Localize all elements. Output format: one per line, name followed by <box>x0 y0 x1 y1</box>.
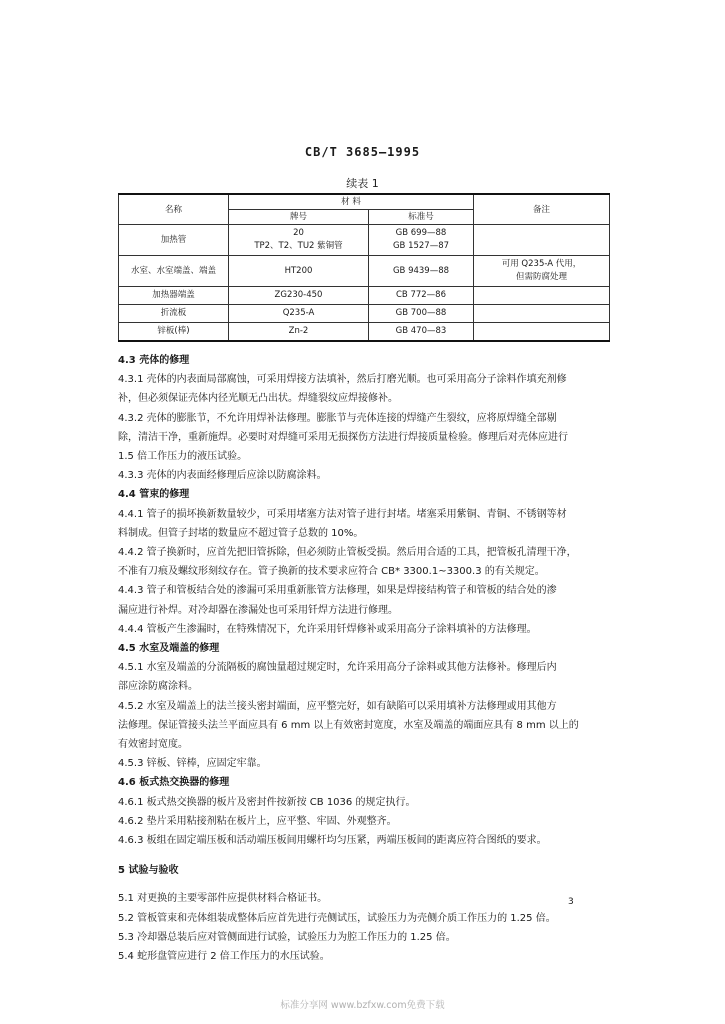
paragraph-line: 不准有刀痕及螺纹形刻纹存在。管子换新的技术要求应符合 CB* 3300.1~3300.3 的有关规定。 <box>118 566 545 578</box>
paragraph-line: 除，清洁干净，重新施焊。必要时对焊缝可采用无损探伤方法进行焊接质量检验。修理后对壳体应进行 <box>118 431 568 443</box>
cell-grade-line: HT200 <box>284 265 313 276</box>
paragraph-line: 4.6.1 板式热交换器的板片及密封件按新按 CB 1036 的规定执行。 <box>118 796 416 808</box>
cell-grade-line: Q235-A <box>282 308 315 318</box>
cell-standard <box>369 305 474 323</box>
cell-standard-line: GB 700—88 <box>395 308 447 318</box>
watermark-text: 标准分享网 www.bzfxw.com免费下载 <box>280 1000 445 1011</box>
table-row <box>119 225 610 256</box>
paragraph-line: 4.5.3 锌板、锌棒，应固定牢靠。 <box>118 758 267 770</box>
cell-name: 水室、水室端盖、端盖 <box>119 256 229 287</box>
cell-standard <box>369 287 474 305</box>
paragraph-line: 5.4 蛇形盘管应进行 2 倍工作压力的水压试验。 <box>118 951 330 963</box>
cell-remark-line: 可用 Q235-A 代用， <box>501 259 582 269</box>
standard-code-header: CB/T 3685—1995 <box>304 145 421 159</box>
cell-grade-line: TP2、T2、TU2 紫铜管 <box>254 241 343 251</box>
paragraph-line: 5.1 对更换的主要零部件应提供材料合格证书。 <box>118 893 328 905</box>
paragraph-line: 漏应进行补焊。对冷却器在渗漏处也可采用钎焊方法进行修理。 <box>118 604 398 616</box>
cell-grade <box>229 287 369 305</box>
paragraph-line: 4.4.3 管子和管板结合处的渗漏可采用重新胀管方法修理，如果是焊接结构管子和管板的结合处的渗 <box>118 585 557 597</box>
cell-standard-line: GB 470—83 <box>395 326 447 336</box>
cell-grade-line: Zn-2 <box>288 326 309 336</box>
paragraph-line: 法修理。保证管接头法兰平面应具有 6 mm 以上有效密封宽度，水室及端盖的端面应具有 8 mm 以上的 <box>118 719 579 731</box>
cell-name: 折流板 <box>119 305 229 323</box>
paragraph-line: 1.5 倍工作压力的液压试验。 <box>118 451 248 463</box>
table-row <box>119 323 610 342</box>
header-standard: 标准号 <box>369 210 474 225</box>
header-remark: 备注 <box>474 194 610 225</box>
paragraph-line: 补，但必须保证壳体内径光顺无凸出状。焊缝裂纹应焊接修补。 <box>118 393 398 405</box>
cell-remark <box>474 256 610 287</box>
paragraph-line: 5.2 管板管束和壳体组装成整体后应首先进行壳侧试压，试验压力为壳侧介质工作压力的 1.25 倍。 <box>118 912 556 924</box>
cell-remark <box>474 305 610 323</box>
paragraph-line: 有效密封宽度。 <box>118 739 188 751</box>
cell-grade <box>229 305 369 323</box>
table-caption: 续表 1 <box>346 177 379 190</box>
cell-name: 锌板(棒) <box>119 323 229 342</box>
cell-standard-line: GB 1527—87 <box>392 241 450 251</box>
cell-grade-line: ZG230-450 <box>274 290 323 300</box>
page-number: 3 <box>568 897 574 907</box>
table-row <box>119 287 610 305</box>
header-grade: 牌号 <box>229 210 369 225</box>
body-text <box>118 351 612 966</box>
materials-table <box>118 193 610 342</box>
cell-grade <box>229 323 369 342</box>
section-heading: 4.3 壳体的修理 <box>118 355 190 366</box>
cell-remark <box>474 225 610 256</box>
cell-standard <box>369 225 474 256</box>
paragraph-line: 4.3.3 壳体的内表面经修理后应涂以防腐涂料。 <box>118 470 327 482</box>
cell-grade-line: 20 <box>293 228 304 238</box>
cell-remark <box>474 323 610 342</box>
cell-grade <box>229 256 369 287</box>
paragraph-line: 4.4.4 管板产生渗漏时，在特殊情况下，允许采用钎焊修补或采用高分子涂料填补的方法修理。 <box>118 623 537 635</box>
paragraph-line: 4.3.1 壳体的内表面局部腐蚀，可采用焊接方法填补，然后打磨光顺。也可采用高分子涂料作填充剂修 <box>118 374 567 386</box>
paragraph-line: 4.5.1 水室及端盖的分流隔板的腐蚀量超过规定时，允许采用高分子涂料或其他方法修补。修理后内 <box>118 662 557 674</box>
paragraph-line: 4.6.2 垫片采用粘接剂粘在板片上，应平整、牢固、外观整齐。 <box>118 815 397 827</box>
cell-standard-line: GB 699—88 <box>395 228 447 238</box>
section-heading: 4.4 管束的修理 <box>118 489 190 501</box>
cell-grade <box>229 225 369 256</box>
section-heading: 5 试验与验收 <box>118 865 179 877</box>
cell-remark <box>474 287 610 305</box>
section-heading: 4.6 板式热交换器的修理 <box>118 777 230 789</box>
header-material: 材 料 <box>229 194 474 210</box>
paragraph-line: 4.4.2 管子换新时，应首先把旧管拆除，但必须防止管板受损。然后用合适的工具，把管板孔清理干净， <box>118 547 577 559</box>
paragraph-line: 5.3 冷却器总装后应对管侧面进行试验，试验压力为腔工作压力的 1.25 倍。 <box>118 931 456 943</box>
section-heading: 4.5 水室及端盖的修理 <box>118 643 220 655</box>
cell-name: 加热器端盖 <box>119 287 229 305</box>
cell-standard-line: CB 772—86 <box>395 290 446 300</box>
cell-standard <box>369 323 474 342</box>
cell-name: 加热管 <box>119 225 229 256</box>
table-row <box>119 305 610 323</box>
table-row <box>119 256 610 287</box>
paragraph-line: 4.5.2 水室及端盖上的法兰接头密封端面，应平整完好，如有缺陷可以采用填补方法修理或用其他方 <box>118 700 557 712</box>
cell-remark-line: 但需防腐处理 <box>515 272 567 282</box>
paragraph-line: 4.6.3 板组在固定端压板和活动端压板间用螺杆均匀压紧，两端压板间的距离应符合图纸的要求。 <box>118 835 547 847</box>
cell-standard-line: GB 9439—88 <box>392 265 450 276</box>
cell-standard <box>369 256 474 287</box>
paragraph-line: 料制成。但管子封堵的数量应不超过管子总数的 10%。 <box>118 527 364 539</box>
paragraph-line: 部应涂防腐涂料。 <box>118 681 198 693</box>
header-name: 名称 <box>119 194 229 225</box>
paragraph-line: 4.3.2 壳体的膨胀节，不允许用焊补法修理。膨胀节与壳体连接的焊缝产生裂纹，应将原焊缝全部剔 <box>118 412 557 424</box>
paragraph-line: 4.4.1 管子的损坏换新数量较少，可采用堵塞方法对管子进行封堵。堵塞采用紫铜、青铜、不锈钢等材 <box>118 508 567 520</box>
